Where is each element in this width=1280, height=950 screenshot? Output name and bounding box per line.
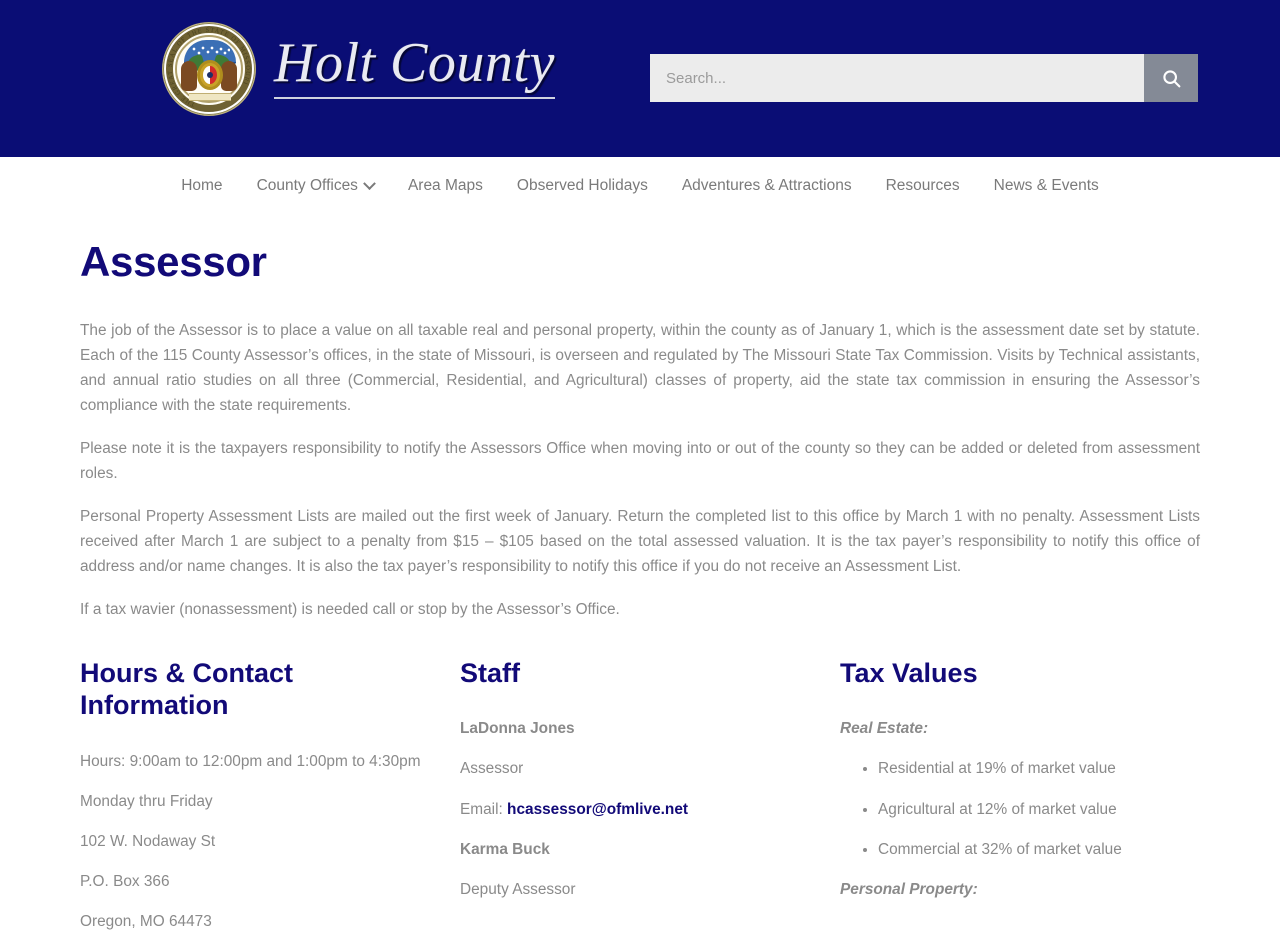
search-button[interactable] (1144, 54, 1198, 102)
tax-group-label-real-estate: Real Estate: (840, 720, 929, 738)
email-label: Email: (460, 800, 503, 818)
nav-label: News & Events (993, 177, 1099, 194)
site-search[interactable] (650, 54, 1198, 102)
seal-ring-text (163, 23, 255, 115)
nav-label: Adventures & Attractions (681, 177, 852, 194)
nav-label: Area Maps (407, 177, 483, 194)
svg-text:THE GREAT SEAL OF THE STATE OF: THE GREAT SEAL OF THE STATE OF MISSOURI (166, 26, 252, 109)
intro-text (80, 319, 1200, 623)
hours-line: Monday thru Friday (80, 792, 213, 810)
nav-label: Observed Holidays (516, 177, 648, 194)
hours-line: Oregon, MO 64473 (80, 913, 212, 931)
column-tax-values (840, 657, 1200, 950)
staff-title: Staff (460, 657, 520, 688)
staff-role: Assessor (460, 760, 524, 778)
paragraph-3: Personal Property Assessment Lists are mailed out the first week of January. Return the completed list to this office by March 1 with no penalty. Assessment Lists received after March 1 are subject to a penalty from $15 – $105 based on the total assessed valuation. It is the tax payer’s responsibility to notify this office of address and/or name changes. It is also the tax payer’s responsibility to notify this office if you do not receive an Assessment List. (80, 508, 1200, 576)
tax-group-label-personal-property: Personal Property: (840, 880, 978, 898)
page-content (0, 237, 1280, 950)
main-navigation (0, 157, 1280, 215)
paragraph-1: The job of the Assessor is to place a value on all taxable real and personal property, within the county as of January 1, which is the assessment date set by statute. Each of the 115 County Assessor’s offices, in the state of Missouri, is overseen and regulated by The Missouri State Tax Commission. Visits by Technical assistants, and annual ratio studies on all three (Commercial, Residential, and Agricultural) classes of property, aid the state tax commission in ensuring the Assessor’s compliance with the state requirements. (80, 322, 1200, 415)
search-input[interactable] (650, 54, 1144, 102)
nav-list (164, 169, 1116, 203)
chevron-down-icon (363, 177, 376, 190)
missouri-state-seal-icon (162, 22, 256, 116)
header-inner (0, 0, 1280, 157)
tax-values-list-real-estate (840, 757, 1180, 860)
column-staff (460, 657, 840, 950)
nav-item-resources[interactable] (869, 169, 977, 203)
search-icon (1161, 68, 1182, 89)
hours-contact-title: Hours & Contact Information (80, 657, 294, 721)
staff-name: Karma Buck (460, 840, 550, 858)
tax-values-title: Tax Values (840, 657, 978, 688)
column-hours-contact (80, 657, 460, 950)
hours-line: P.O. Box 366 (80, 873, 170, 891)
staff-name: LaDonna Jones (460, 720, 575, 738)
nav-item-news-events[interactable] (977, 169, 1116, 203)
nav-item-home[interactable] (164, 169, 239, 203)
nav-item-county-offices[interactable] (240, 169, 391, 203)
site-brand[interactable] (162, 22, 555, 116)
info-columns (80, 657, 1200, 950)
site-title: Holt County (274, 35, 555, 99)
hours-line: 102 W. Nodaway St (80, 832, 216, 850)
hours-line: Hours: 9:00am to 12:00pm and 1:00pm to 4:30pm (80, 752, 421, 770)
nav-label: County Offices (256, 177, 358, 194)
paragraph-4: If a tax wavier (nonassessment) is needed call or stop by the Assessor’s Office. (80, 600, 620, 618)
nav-label: Resources (885, 177, 960, 194)
staff-email-link[interactable]: hcassessor@ofmlive.net (507, 800, 689, 818)
staff-role: Deputy Assessor (460, 880, 576, 898)
tax-value-item: • Commercial at 32% of market value (878, 838, 1180, 861)
tax-value-item: • Residential at 19% of market value (878, 757, 1180, 780)
nav-item-observed-holidays[interactable] (500, 169, 665, 203)
nav-item-area-maps[interactable] (391, 169, 500, 203)
page-title: Assessor (80, 238, 267, 285)
paragraph-2: Please note it is the taxpayers responsibility to notify the Assessors Office when moving into or out of the county so they can be added or deleted from assessment roles. (80, 440, 1200, 483)
tax-value-item: • Agricultural at 12% of market value (878, 798, 1180, 821)
nav-item-adventures-attractions[interactable] (665, 169, 869, 203)
nav-label: Home (181, 177, 223, 194)
staff-email-row (460, 798, 820, 821)
site-header (0, 0, 1280, 157)
